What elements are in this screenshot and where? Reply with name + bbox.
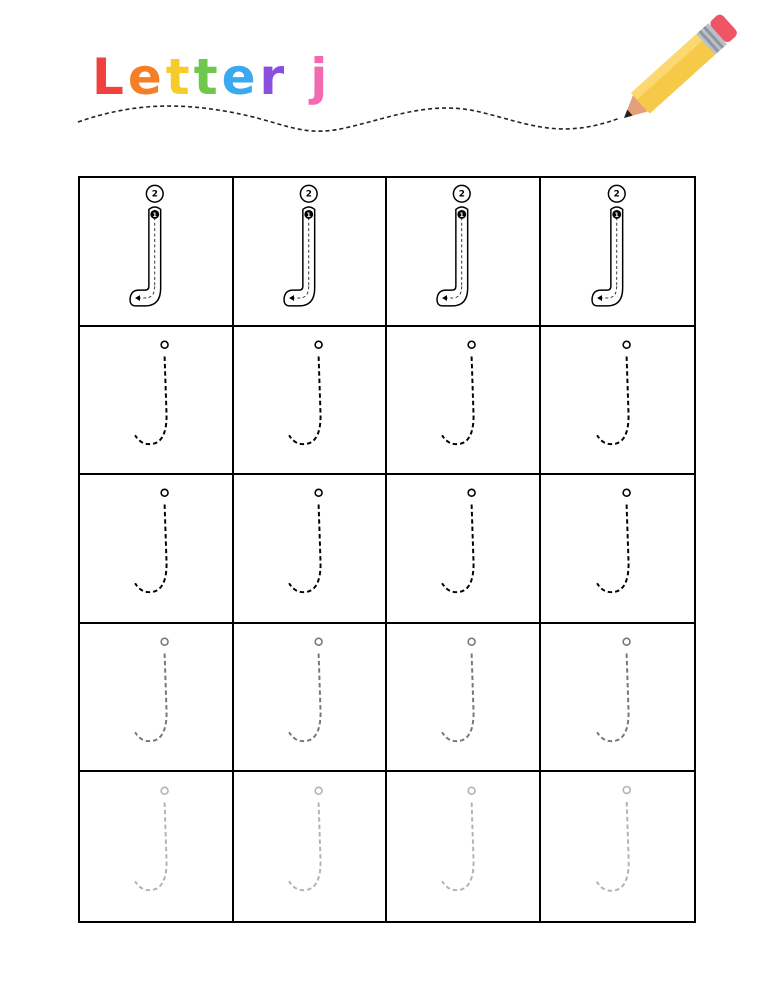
letter-j-trace bbox=[387, 327, 539, 474]
guide-cell bbox=[541, 178, 695, 327]
letter-j-trace bbox=[387, 475, 539, 622]
title-letter: e bbox=[221, 48, 260, 106]
letter-j-guide bbox=[387, 178, 539, 325]
trace-cell bbox=[541, 475, 695, 624]
title-letter: e bbox=[127, 48, 166, 106]
trace-cell bbox=[387, 772, 541, 921]
guide-cell bbox=[387, 178, 541, 327]
trace-cell bbox=[234, 772, 388, 921]
letter-j-trace bbox=[541, 327, 695, 474]
letter-j-trace bbox=[387, 772, 539, 921]
title-letter: t bbox=[193, 48, 222, 106]
title-space bbox=[288, 50, 310, 104]
svg-text:2: 2 bbox=[305, 189, 312, 200]
letter-j-trace bbox=[80, 624, 232, 771]
svg-text:1: 1 bbox=[152, 210, 157, 219]
letter-j-trace bbox=[234, 624, 386, 771]
letter-j-guide bbox=[541, 178, 695, 325]
tracing-grid bbox=[78, 176, 696, 923]
trace-cell bbox=[80, 475, 234, 624]
letter-j-trace bbox=[541, 772, 695, 921]
trace-cell bbox=[234, 475, 388, 624]
title-letter: j bbox=[310, 48, 332, 106]
trace-cell bbox=[80, 624, 234, 773]
svg-text:1: 1 bbox=[614, 210, 619, 219]
letter-j-guide bbox=[234, 178, 386, 325]
trace-cell bbox=[387, 624, 541, 773]
svg-text:1: 1 bbox=[306, 210, 311, 219]
title-letter: L bbox=[92, 48, 128, 106]
trace-cell bbox=[541, 772, 695, 921]
trace-cell bbox=[80, 327, 234, 476]
trace-cell bbox=[387, 475, 541, 624]
pencil-icon bbox=[610, 0, 750, 130]
guide-cell bbox=[234, 178, 388, 327]
letter-j-trace bbox=[234, 772, 386, 921]
trace-cell bbox=[80, 772, 234, 921]
letter-j-guide bbox=[80, 178, 232, 325]
svg-text:2: 2 bbox=[151, 189, 158, 200]
letter-j-trace bbox=[80, 772, 232, 921]
worksheet-title bbox=[92, 50, 331, 110]
svg-text:2: 2 bbox=[458, 189, 465, 200]
letter-j-trace bbox=[80, 327, 232, 474]
trace-cell bbox=[541, 327, 695, 476]
letter-j-trace bbox=[387, 624, 539, 771]
letter-j-trace bbox=[234, 327, 386, 474]
svg-text:2: 2 bbox=[613, 189, 620, 200]
letter-j-trace bbox=[80, 475, 232, 622]
guide-cell bbox=[80, 178, 234, 327]
letter-j-trace bbox=[234, 475, 386, 622]
trace-cell bbox=[541, 624, 695, 773]
trace-cell bbox=[234, 624, 388, 773]
trace-cell bbox=[387, 327, 541, 476]
title-letter: t bbox=[165, 48, 194, 106]
title-letter: r bbox=[259, 48, 289, 106]
letter-j-trace bbox=[541, 624, 695, 771]
trace-cell bbox=[234, 327, 388, 476]
svg-text:1: 1 bbox=[459, 210, 464, 219]
letter-j-trace bbox=[541, 475, 695, 622]
